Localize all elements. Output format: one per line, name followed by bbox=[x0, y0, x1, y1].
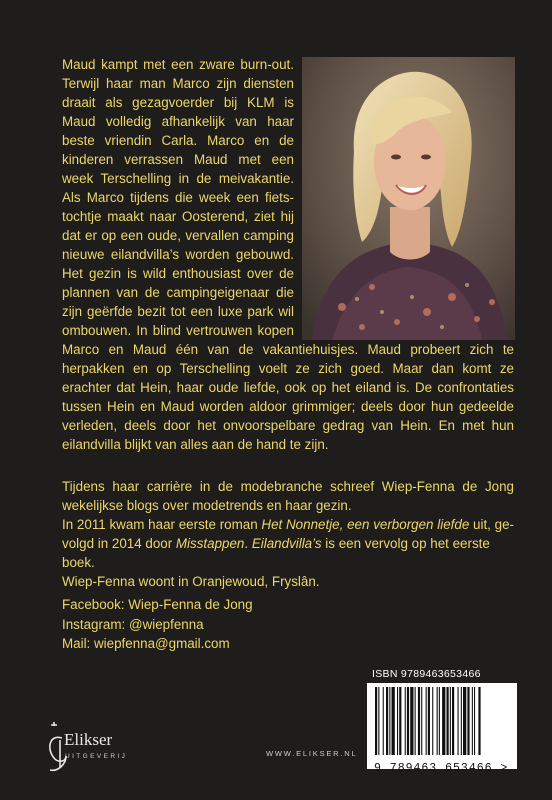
barcode-bar bbox=[452, 687, 454, 755]
barcode-bar bbox=[447, 687, 449, 755]
barcode-bars bbox=[367, 683, 517, 761]
blurb-line: verleden, deels door het onvoorspelbare gedrag van Hein. En met hun bbox=[62, 418, 514, 433]
author-bio-line: Tijdens haar carrière in de modebranche schreef Wiep-Fenna de Jong bbox=[62, 479, 514, 494]
barcode-bar bbox=[450, 687, 451, 755]
book-subtitle: een verborgen liefde bbox=[347, 517, 470, 532]
barcode-bar bbox=[405, 687, 406, 755]
isbn-label: ISBN 9789463653466 bbox=[372, 668, 481, 680]
bio-text: . bbox=[244, 536, 252, 551]
author-bio-line bbox=[62, 515, 514, 534]
blurb-line: beste vriendin Carla. Marco en de bbox=[62, 133, 294, 148]
barcode-bar bbox=[386, 687, 388, 755]
barcode-bar bbox=[439, 687, 440, 755]
mail-link[interactable]: Mail: wiepfenna@gmail.com bbox=[62, 636, 230, 651]
book-blurb bbox=[62, 55, 514, 454]
bio-text: , bbox=[339, 517, 348, 532]
publisher-subtitle: UITGEVERIJ bbox=[65, 753, 128, 760]
barcode-bar bbox=[428, 687, 430, 755]
barcode-bar bbox=[383, 687, 384, 755]
blurb-line: draait als gezagvoerder bij KLM is bbox=[62, 95, 294, 110]
publisher-website[interactable]: WWW.ELIKSER.NL bbox=[266, 749, 358, 758]
barcode-bar bbox=[463, 687, 466, 755]
barcode-bar bbox=[474, 687, 475, 755]
book-title-misstappen: Misstappen bbox=[175, 536, 245, 551]
barcode-bar bbox=[410, 687, 413, 755]
barcode-bar bbox=[399, 687, 401, 755]
blurb-line: week Terschelling in de meivakantie. bbox=[62, 171, 294, 186]
barcode-bar bbox=[458, 687, 459, 755]
barcode-bar bbox=[478, 687, 480, 755]
blurb-line: kinderen verrassen Maud met een bbox=[62, 152, 294, 167]
barcode-bar bbox=[437, 687, 438, 755]
barcode-bar bbox=[389, 687, 390, 755]
blurb-last-line: eilandvilla blijkt van alles aan de hand te zijn. bbox=[62, 437, 329, 452]
author-bio bbox=[62, 477, 514, 591]
bio-text: is een vervolg op het eerste boek. bbox=[62, 536, 490, 570]
barcode-bar bbox=[421, 687, 422, 755]
barcode-bar bbox=[392, 687, 395, 755]
barcode-bar bbox=[442, 687, 445, 755]
blurb-line: ombouwen. In blind vertrouwen kopen bbox=[62, 323, 294, 338]
barcode-bar bbox=[378, 687, 379, 755]
barcode-bar bbox=[415, 687, 416, 755]
bio-text: volgd in 2014 door bbox=[62, 536, 176, 551]
bio-text: In 2011 kwam haar eerste roman bbox=[62, 517, 262, 532]
bio-text: uit, ge- bbox=[469, 517, 514, 532]
barcode bbox=[367, 683, 517, 769]
blurb-line: tussen Hein en Maud worden aldoor grimmiger; deels door hun gedeelde bbox=[62, 399, 514, 414]
barcode-bar bbox=[397, 687, 398, 755]
barcode-bar bbox=[375, 687, 377, 755]
author-bio-line: wekelijkse blogs over modetrends en haar gezin. bbox=[62, 498, 352, 513]
book-title-het-nonnetje: Het Nonnetje bbox=[261, 517, 340, 532]
blurb-line: dat er op een oude, vervallen camping bbox=[62, 228, 294, 243]
barcode-bar bbox=[472, 687, 473, 755]
blurb-line: zijn geërfde bezit tot een luxe park wil bbox=[62, 304, 294, 319]
instagram-link[interactable]: Instagram: @wiepfenna bbox=[62, 616, 204, 632]
blurb-line: Terwijl haar man Marco zijn diensten bbox=[62, 76, 294, 91]
blurb-line: plannen van de campingeigenaar die bbox=[62, 285, 294, 300]
blurb-line: Marco en Maud één van de vakantiehuisjes. Maud probeert zich te bbox=[62, 342, 514, 357]
author-bio-line bbox=[62, 534, 514, 572]
blurb-line: nieuwe eilandvilla’s worden gebouwd. bbox=[62, 247, 294, 262]
author-bio-line: Wiep-Fenna woont in Oranjewoud, Fryslân. bbox=[62, 574, 320, 589]
barcode-bar bbox=[418, 687, 420, 755]
barcode-bar bbox=[407, 687, 409, 755]
publisher-name: Elikser bbox=[64, 730, 113, 749]
barcode-bar bbox=[467, 687, 469, 755]
blurb-line: Maud kampt met een zware burn-out. bbox=[62, 57, 294, 72]
blurb-line: erachter dat Hein, haar oude liefde, ook op het eiland is. De confrontaties bbox=[62, 380, 514, 395]
blurb-line: Maud volledig afhankelijk van haar bbox=[62, 114, 294, 129]
contact-info bbox=[62, 595, 253, 654]
blurb-line: tochtje maakt naar Oosterend, ziet hij bbox=[62, 209, 294, 224]
barcode-bar bbox=[432, 687, 433, 755]
blurb-line: herpakken en op Terschelling voelt ze zich goed. Maar dan komt ze bbox=[62, 361, 514, 376]
blurb-line: Als Marco tijdens die week een fiets- bbox=[62, 190, 294, 205]
barcode-bar bbox=[461, 687, 462, 755]
blurb-line: Het gezin is wild enthousiast over de bbox=[62, 266, 294, 281]
facebook-link[interactable]: Facebook: Wiep-Fenna de Jong bbox=[62, 597, 253, 612]
barcode-bar bbox=[426, 687, 427, 755]
book-title-eilandvillas: Eilandvilla’s bbox=[251, 536, 322, 551]
barcode-digits: 9 789463 653466 > bbox=[374, 762, 509, 775]
